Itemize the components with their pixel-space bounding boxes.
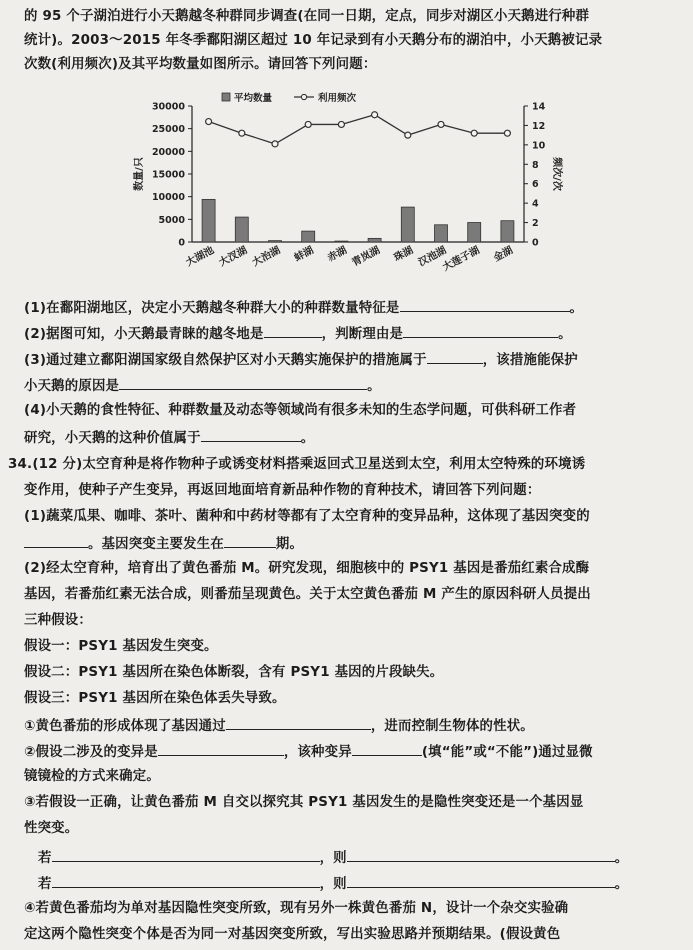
- category-label: 大莲子湖: [441, 244, 482, 274]
- q33-4: (4)小天鹅的食性特征、种群数量及动态等领域尚有很多未知的生态学问题，可供科研工作者: [24, 403, 577, 418]
- y-tick-label: 5000: [158, 214, 185, 226]
- hypothesis-2: 假设二：PSY1 基因所在染色体断裂，含有 PSY1 基因的片段缺失。: [24, 665, 444, 680]
- q34-c2-blank-1[interactable]: [158, 740, 284, 756]
- q34-c3-cont: 性突变。: [24, 821, 79, 836]
- if-word-2: 若: [38, 877, 52, 892]
- y2-tick-label: 10: [532, 140, 546, 152]
- q34-c3-case-1: [38, 846, 674, 869]
- legend-line-label: 利用频次: [318, 93, 357, 104]
- q33-1-end: 。: [569, 301, 584, 316]
- q33-1-text: (1)在鄱阳湖地区，决定小天鹅越冬种群大小的种群数量特征是: [24, 301, 400, 316]
- frequency-point: [372, 112, 378, 118]
- intro-line-1: 的 95 个子湖泊进行小天鹅越冬种群同步调查(在同一日期，定点，同步对湖区小天鹅进行种群: [24, 9, 590, 24]
- legend-bar-label: 平均数量: [234, 93, 273, 104]
- q34-c1-text-a: ①黄色番茄的形成体现了基因通过: [24, 719, 226, 734]
- q34-1-text-c: 期。: [275, 537, 304, 552]
- q34-2-c: 三种假设：: [24, 613, 92, 628]
- y-tick-label: 30000: [151, 101, 185, 113]
- y2-tick-label: 14: [532, 101, 546, 113]
- intro-line-3: 次数(利用频次)及其平均数量如图所示。请回答下列问题：: [24, 57, 377, 72]
- bar: [501, 221, 514, 242]
- q33-3-text-b: ，该措施能保护: [482, 353, 578, 368]
- period-2: 。: [614, 877, 629, 892]
- q34-c2: [24, 740, 674, 763]
- bar: [468, 223, 481, 242]
- q33-2-blank-1[interactable]: [264, 322, 322, 338]
- q33-3-text-c: 小天鹅的原因是: [24, 379, 120, 394]
- q33-3-blank-1[interactable]: [427, 348, 483, 364]
- q33-3-text-a: (3)通过建立鄱阳湖国家级自然保护区对小天鹅实施保护的措施属于: [24, 353, 427, 368]
- frequency-point: [305, 121, 311, 127]
- category-label: 大汊湖: [217, 244, 250, 269]
- frequency-point: [438, 121, 444, 127]
- period-1: 。: [614, 851, 629, 866]
- hypothesis-3: 假设三：PSY1 基因所在染色体丢失导致。: [24, 691, 286, 706]
- then-word-2: ，则: [319, 877, 347, 892]
- q33-3: [24, 348, 674, 371]
- q34-c2-blank-2[interactable]: [352, 740, 422, 756]
- frequency-point: [338, 121, 344, 127]
- category-label: 金湖: [491, 244, 515, 265]
- y-tick-label: 10000: [151, 192, 185, 204]
- q34-c3-case-2: [38, 872, 674, 895]
- if-word-1: 若: [38, 851, 52, 866]
- category-label: 大湖池: [184, 244, 217, 269]
- q33-2: [24, 322, 674, 345]
- q34-c1-text-b: ，进而控制生物体的性状。: [370, 719, 534, 734]
- q34-c2-text-b: ，该种变异: [283, 745, 352, 760]
- y-tick-label: 0: [178, 237, 185, 249]
- q34-head-2: 变作用，使种子产生变异，再返回地面培育新品种作物的育种技术，请回答下列问题：: [24, 483, 541, 498]
- q33-1-blank[interactable]: [400, 296, 570, 312]
- frequency-point: [405, 132, 411, 138]
- y-tick-label: 20000: [151, 146, 185, 158]
- bar: [335, 241, 348, 242]
- bar: [435, 225, 448, 242]
- bar: [368, 238, 381, 242]
- bar: [235, 217, 248, 242]
- then-word-1: ，则: [319, 851, 347, 866]
- q34-1-blank-2[interactable]: [224, 532, 276, 548]
- bar: [202, 199, 215, 242]
- y2-tick-label: 8: [532, 159, 539, 171]
- frequency-point: [239, 130, 245, 136]
- frequency-point: [504, 130, 510, 136]
- bar: [269, 241, 282, 242]
- q33-2-end: 。: [558, 327, 572, 342]
- q34-2-b: 基因，若番茄红素无法合成，则番茄呈现黄色。关于太空黄色番茄 M 产生的原因科研人员提出: [24, 587, 591, 602]
- q33-2-text-a: (2)据图可知，小天鹅最青睐的越冬地是: [24, 327, 264, 342]
- frequency-point: [471, 130, 477, 136]
- q34-1-cont: [24, 532, 674, 555]
- q34-head-1: 34.(12 分)太空育种是将作物种子或诱变材料搭乘返回式卫星送到太空，利用太空特殊的环境诱: [8, 457, 586, 472]
- intro-line-2: 统计)。2003～2015 年冬季鄱阳湖区超过 10 年记录到有小天鹅分布的湖泊中，小天鹅被记录: [24, 33, 603, 48]
- q34-c4-cont: 定这两个隐性突变个体是否为同一对基因突变所致，写出实验思路并预期结果。(假设黄色: [24, 927, 561, 942]
- legend-bar-swatch: [222, 93, 230, 101]
- q33-3-cont: [24, 374, 674, 397]
- category-label: 青岚湖: [350, 244, 383, 269]
- q34-1: (1)蔬菜瓜果、咖啡、茶叶、菌种和中药材等都有了太空育种的变异品种，这体现了基因突变的: [24, 509, 590, 524]
- legend-line-marker: [301, 94, 306, 99]
- q34-c2-text-a: ②假设二涉及的变异是: [24, 745, 158, 760]
- y2-tick-label: 4: [532, 198, 539, 210]
- q34-1-blank-1[interactable]: [24, 532, 88, 548]
- y2-axis-title: 频次/次: [551, 157, 562, 191]
- q33-4-end: 。: [300, 431, 315, 446]
- bar: [401, 207, 414, 242]
- category-label: 大治湖: [250, 244, 283, 269]
- q34-c2-text-c: (填“能”或“不能”)通过显微: [421, 745, 593, 760]
- q33-4-cont: [24, 426, 674, 449]
- q34-c3: ③若假设一正确，让黄色番茄 M 自交以探究其 PSY1 基因发生的是隐性突变还是一个基因显: [24, 795, 584, 810]
- case-2-result-blank[interactable]: [347, 872, 615, 888]
- q34-1-text-b: 。基因突变主要发生在: [88, 537, 224, 552]
- q33-2-blank-2[interactable]: [403, 322, 558, 338]
- frequency-point: [206, 119, 212, 125]
- hypothesis-1: 假设一：PSY1 基因发生突变。: [24, 639, 218, 654]
- category-label: 汉池湖: [416, 244, 449, 269]
- frequency-line: [209, 115, 508, 144]
- q33-4-blank[interactable]: [201, 426, 301, 442]
- y2-tick-label: 2: [532, 218, 539, 230]
- y2-tick-label: 12: [532, 120, 546, 132]
- q34-c1-blank[interactable]: [226, 714, 371, 730]
- q34-c1: [24, 714, 674, 737]
- category-label: 赤湖: [325, 244, 349, 265]
- q33-4-text-b: 研究，小天鹅的这种价值属于: [24, 431, 201, 446]
- q33-2-text-b: ，判断理由是: [321, 327, 404, 342]
- bar: [302, 231, 315, 242]
- q33-3-end: 。: [367, 379, 381, 394]
- y2-tick-label: 0: [532, 237, 539, 249]
- q33-3-blank-2[interactable]: [119, 374, 367, 390]
- q34-c2-cont: 镜镜检的方式来确定。: [24, 769, 160, 784]
- case-1-result-blank[interactable]: [347, 846, 615, 862]
- q33-1: [24, 296, 674, 319]
- y-tick-label: 25000: [151, 124, 185, 136]
- category-label: 蚌湖: [292, 244, 316, 265]
- lake-chart: [130, 92, 580, 292]
- y-tick-label: 15000: [151, 169, 185, 181]
- y-axis-title: 数量/只: [134, 157, 145, 191]
- case-2-condition-blank[interactable]: [52, 872, 320, 888]
- q34-2-a: (2)经太空育种，培育出了黄色番茄 M。研究发现，细胞核中的 PSY1 基因是番茄红素合成酶: [24, 561, 590, 576]
- frequency-point: [272, 141, 278, 147]
- y2-tick-label: 6: [532, 179, 539, 191]
- category-label: 珠湖: [392, 244, 416, 265]
- q34-c4: ④若黄色番茄均为单对基因隐性突变所致，现有另外一株黄色番茄 N，设计一个杂交实验确: [24, 901, 569, 916]
- case-1-condition-blank[interactable]: [52, 846, 320, 862]
